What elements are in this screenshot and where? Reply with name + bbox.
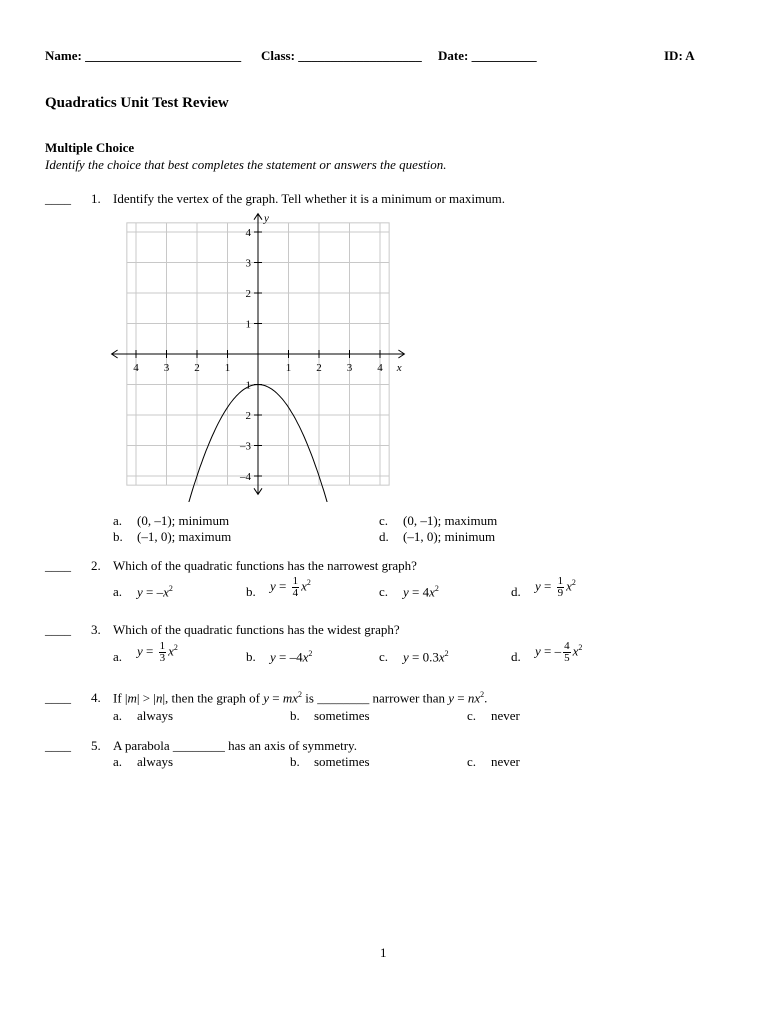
x-tick-label: 2 xyxy=(194,362,200,374)
question-number-3: 3. xyxy=(91,622,101,637)
x-tick-label: 4 xyxy=(377,362,383,374)
y-tick-label: 3 xyxy=(245,257,251,270)
choice-4a[interactable]: always xyxy=(137,708,174,723)
answer-blank-1[interactable]: ____ xyxy=(45,191,71,206)
x-tick-label: 4 xyxy=(133,362,139,374)
x-axis-label: x xyxy=(396,362,402,374)
choice-letter-4b: b. xyxy=(290,708,300,723)
choice-5c[interactable]: never xyxy=(491,754,520,769)
section-heading: Multiple Choice xyxy=(45,140,135,155)
class-field-label: Class: ___________________ xyxy=(261,48,422,63)
answer-blank-5[interactable]: ____ xyxy=(45,738,71,753)
question-number-1: 1. xyxy=(91,191,101,206)
choice-letter-5b: b. xyxy=(290,754,300,769)
question-number-4: 4. xyxy=(91,690,101,705)
choice-5b[interactable]: sometimes xyxy=(314,754,370,769)
y-tick-label: –4 xyxy=(240,471,251,483)
section-instruction: Identify the choice that best completes the statement or answers the question. xyxy=(45,157,447,172)
choice-3b[interactable]: $y = -4x^2$ xyxy=(270,649,313,665)
date-field-label: Date: __________ xyxy=(438,48,537,63)
choice-letter-2a: a. xyxy=(113,584,123,599)
id-label: ID: A xyxy=(664,48,695,63)
choice-4b[interactable]: sometimes xyxy=(314,708,370,723)
question-number-5: 5. xyxy=(91,738,101,753)
question-text-3: Which of the quadratic functions has the widest graph? xyxy=(113,622,400,637)
y-tick-label: 2 xyxy=(245,288,251,300)
y-axis-label: y xyxy=(264,212,269,225)
choice-1b[interactable]: (–1, 0); maximum xyxy=(137,529,232,544)
choice-3c[interactable]: $y = 0.3x^2$ xyxy=(403,649,449,665)
choice-2d[interactable]: y = $\frac{1}{9}$ $x^2$ xyxy=(535,575,576,599)
choice-letter-1b: b. xyxy=(113,529,123,544)
x-tick-label: 3 xyxy=(163,362,170,374)
x-tick-label: 3 xyxy=(346,362,353,374)
question-text-2: Which of the quadratic functions has the narrowest graph? xyxy=(113,558,417,573)
choice-letter-3d: d. xyxy=(511,649,521,664)
x-tick-label: 1 xyxy=(224,362,231,374)
answer-blank-4[interactable]: ____ xyxy=(45,690,71,705)
choice-1c[interactable]: (0, –1); maximum xyxy=(403,513,498,528)
graph-axes xyxy=(112,214,405,495)
choice-letter-3a: a. xyxy=(113,649,123,664)
question-text-5: A parabola ________ has an axis of symmetry. xyxy=(113,738,357,753)
y-tick-label: 2 xyxy=(245,410,251,422)
choice-2b[interactable]: y = $\frac{1}{4}$ $x^2$ xyxy=(270,575,311,599)
choice-3d[interactable]: y = – $\frac{4}{5}$ $x^2$ xyxy=(535,640,583,664)
choice-letter-1c: c. xyxy=(379,513,389,528)
choice-5a[interactable]: always xyxy=(137,754,174,769)
choice-letter-3b: b. xyxy=(246,649,256,664)
choice-letter-2c: c. xyxy=(379,584,389,599)
y-tick-label: 4 xyxy=(245,227,251,239)
y-tick-label: 1 xyxy=(245,318,251,331)
choice-letter-1a: a. xyxy=(113,513,123,528)
y-tick-label: –3 xyxy=(240,440,251,453)
choice-letter-4a: a. xyxy=(113,708,123,723)
choice-letter-5c: c. xyxy=(467,754,477,769)
question-number-2: 2. xyxy=(91,558,101,573)
name-field-label: Name: ________________________ xyxy=(45,48,242,63)
question-text-1: Identify the vertex of the graph. Tell whether it is a minimum or maximum. xyxy=(113,191,506,206)
choice-2c[interactable]: $y = 4x^2$ xyxy=(403,584,439,600)
x-tick-label: 1 xyxy=(285,362,292,374)
choice-letter-2d: d. xyxy=(511,584,521,599)
choice-1d[interactable]: (–1, 0); minimum xyxy=(403,529,496,544)
answer-blank-2[interactable]: ____ xyxy=(45,558,71,573)
choice-letter-3c: c. xyxy=(379,649,389,664)
choice-1a[interactable]: (0, –1); minimum xyxy=(137,513,230,528)
x-tick-label: 2 xyxy=(316,362,322,374)
choice-letter-5a: a. xyxy=(113,754,123,769)
choice-3a[interactable]: y = $\frac{1}{3}$ $x^2$ xyxy=(137,640,178,664)
y-tick-label: 1 xyxy=(245,379,251,392)
choice-2a[interactable]: $y = -x^2$ xyxy=(137,584,173,600)
question-text-4: If |m| > |n|, then the graph of $y = mx^2$ is ________ narrower than $y = nx^2$. xyxy=(113,690,488,706)
choice-letter-2b: b. xyxy=(246,584,256,599)
choice-letter-1d: d. xyxy=(379,529,389,544)
page-title: Quadratics Unit Test Review xyxy=(45,95,229,111)
choice-4c[interactable]: never xyxy=(491,708,520,723)
answer-blank-3[interactable]: ____ xyxy=(45,622,71,637)
choice-letter-4c: c. xyxy=(467,708,477,723)
coordinate-graph xyxy=(110,212,410,502)
page-number: 1 xyxy=(380,945,387,960)
